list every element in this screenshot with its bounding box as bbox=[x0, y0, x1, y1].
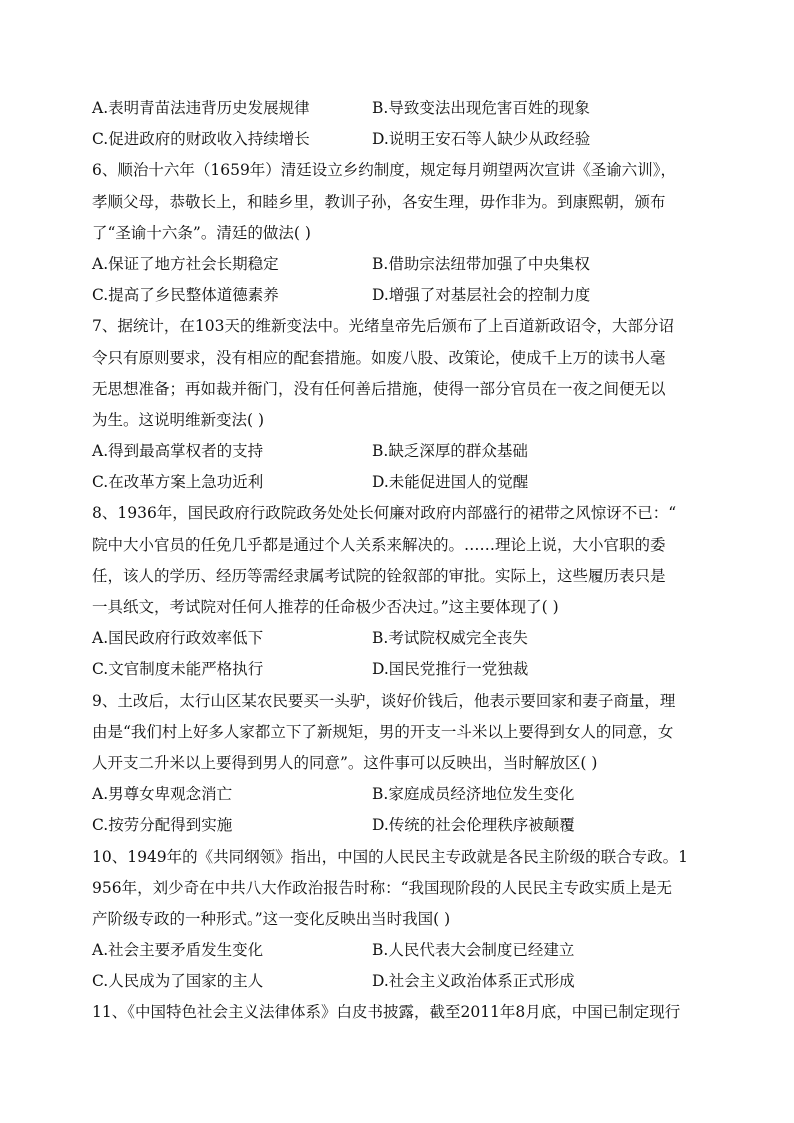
q10-stem-line: 10、1949年的《共同纲领》指出，中国的人民民主专政就是各民主阶级的联合专政。1 bbox=[92, 847, 689, 866]
q8-stem-line: 一具纸文，考试院对任何人推荐的任命极少否决过。”这主要体现了( ) bbox=[92, 598, 559, 616]
question-content bbox=[92, 93, 712, 1029]
q9-stem bbox=[92, 686, 712, 780]
q9-option-b[interactable]: B.家庭成员经济地位发生变化 bbox=[372, 785, 575, 804]
q8-options-row-2 bbox=[92, 654, 712, 685]
q9-stem-line: 由是“我们村上好多人家都立下了新规矩，男的开支一斗米以上要得到女人的同意，女 bbox=[92, 722, 674, 741]
q10-stem bbox=[92, 842, 712, 936]
q7-stem-line: 为生。这说明维新变法( ) bbox=[92, 410, 265, 429]
q8-stem-line: 任，该人的学历、经历等需经隶属考试院的铨叙部的审批。实际上，这些履历表只是 bbox=[92, 566, 666, 585]
q8-stem bbox=[92, 498, 712, 623]
q5-option-c[interactable]: C.促进政府的财政收入持续增长 bbox=[92, 130, 310, 149]
q8-option-d[interactable]: D.国民党推行一党独裁 bbox=[372, 660, 529, 679]
q6-option-d[interactable]: D.增强了对基层社会的控制力度 bbox=[372, 286, 591, 305]
q9-option-a[interactable]: A.男尊女卑观念消亡 bbox=[92, 785, 233, 804]
q6-stem-line: 孝顺父母，恭敬长上，和睦乡里，教训子孙，各安生理，毋作非为。到康熙朝，颁布 bbox=[92, 192, 666, 211]
q7-option-b[interactable]: B.缺乏深厚的群众基础 bbox=[372, 442, 528, 461]
q10-options-row-1 bbox=[92, 935, 712, 966]
q5-options-row-2 bbox=[92, 124, 712, 155]
q6-option-b[interactable]: B.借助宗法纽带加强了中央集权 bbox=[372, 254, 590, 273]
q8-stem-line: 8、1936年，国民政府行政院政务处处长何廉对政府内部盛行的裙带之风惊讶不已：“ bbox=[92, 504, 677, 523]
q5-option-b[interactable]: B.导致变法出现危害百姓的现象 bbox=[372, 99, 590, 117]
q5-options-row-1 bbox=[92, 93, 712, 124]
q11-stem-line: 11、《中国特色社会主义法律体系》白皮书披露，截至2011年8月底，中国已制定现行 bbox=[92, 1003, 681, 1022]
q6-stem bbox=[92, 155, 712, 249]
q6-stem-line: 6、顺治十六年（1659年）清廷设立乡约制度，规定每月朔望两次宣讲《圣谕六训》， bbox=[92, 161, 677, 180]
q9-options-row-1 bbox=[92, 779, 712, 810]
q7-stem-line: 无思想准备；再如裁并衙门，没有任何善后措施，使得一部分官员在一夜之间便无以 bbox=[92, 379, 666, 398]
q10-option-c[interactable]: C.人民成为了国家的主人 bbox=[92, 972, 264, 991]
q11-stem bbox=[92, 997, 712, 1028]
q6-stem-line: 了“圣谕十六条”。清廷的做法( ) bbox=[92, 223, 311, 242]
q5-option-a[interactable]: A.表明青苗法违背历史发展规律 bbox=[92, 99, 310, 117]
q8-stem-line: 院中大小官员的任免几乎都是通过个人关系来解决的。……理论上说，大小官职的委 bbox=[92, 535, 666, 554]
q7-stem-line: 令只有原则要求，没有相应的配套措施。如废八股、改策论，使成千上万的读书人毫 bbox=[92, 348, 666, 367]
q10-stem-line: 产阶级专政的一种形式。”这一变化反映出当时我国( ) bbox=[92, 909, 451, 928]
q6-option-a[interactable]: A.保证了地方社会长期稳定 bbox=[92, 254, 279, 273]
q5-option-d[interactable]: D.说明王安石等人缺少从政经验 bbox=[372, 130, 591, 149]
q9-option-c[interactable]: C.按劳分配得到实施 bbox=[92, 816, 233, 835]
q8-option-b[interactable]: B.考试院权威完全丧失 bbox=[372, 629, 528, 648]
q9-stem-line: 9、土改后，太行山区某农民要买一头驴，谈好价钱后，他表示要回家和妻子商量，理 bbox=[92, 691, 676, 710]
q9-options-row-2 bbox=[92, 810, 712, 841]
q6-option-c[interactable]: C.提高了乡民整体道德素养 bbox=[92, 286, 279, 305]
q7-option-c[interactable]: C.在改革方案上急功近利 bbox=[92, 473, 264, 492]
q8-options-row-1 bbox=[92, 623, 712, 654]
q6-options-row-1 bbox=[92, 249, 712, 280]
q8-option-c[interactable]: C.文官制度未能严格执行 bbox=[92, 660, 264, 679]
q9-stem-line: 人开支二升米以上要得到男人的同意”。这件事可以反映出，当时解放区( ) bbox=[92, 753, 598, 772]
q7-stem bbox=[92, 311, 712, 436]
q10-option-a[interactable]: A.社会主要矛盾发生变化 bbox=[92, 941, 264, 960]
q7-options-row-1 bbox=[92, 436, 712, 467]
q7-stem-line: 7、据统计，在103天的维新变法中。光绪皇帝先后颁布了上百道新政诏令，大部分诏 bbox=[92, 317, 674, 336]
q7-option-a[interactable]: A.得到最高掌权者的支持 bbox=[92, 442, 264, 461]
q6-options-row-2 bbox=[92, 280, 712, 311]
q7-option-d[interactable]: D.未能促进国人的觉醒 bbox=[372, 473, 529, 492]
q10-stem-line: 956年，刘少奇在中共八大作政治报告时称：“我国现阶段的人民民主专政实质上是无 bbox=[92, 878, 673, 897]
q9-option-d[interactable]: D.传统的社会伦理秩序被颠覆 bbox=[372, 816, 575, 835]
q10-option-b[interactable]: B.人民代表大会制度已经建立 bbox=[372, 941, 575, 960]
q10-option-d[interactable]: D.社会主义政治体系正式形成 bbox=[372, 972, 575, 991]
q7-options-row-2 bbox=[92, 467, 712, 498]
q8-option-a[interactable]: A.国民政府行政效率低下 bbox=[92, 629, 264, 648]
q10-options-row-2 bbox=[92, 966, 712, 997]
